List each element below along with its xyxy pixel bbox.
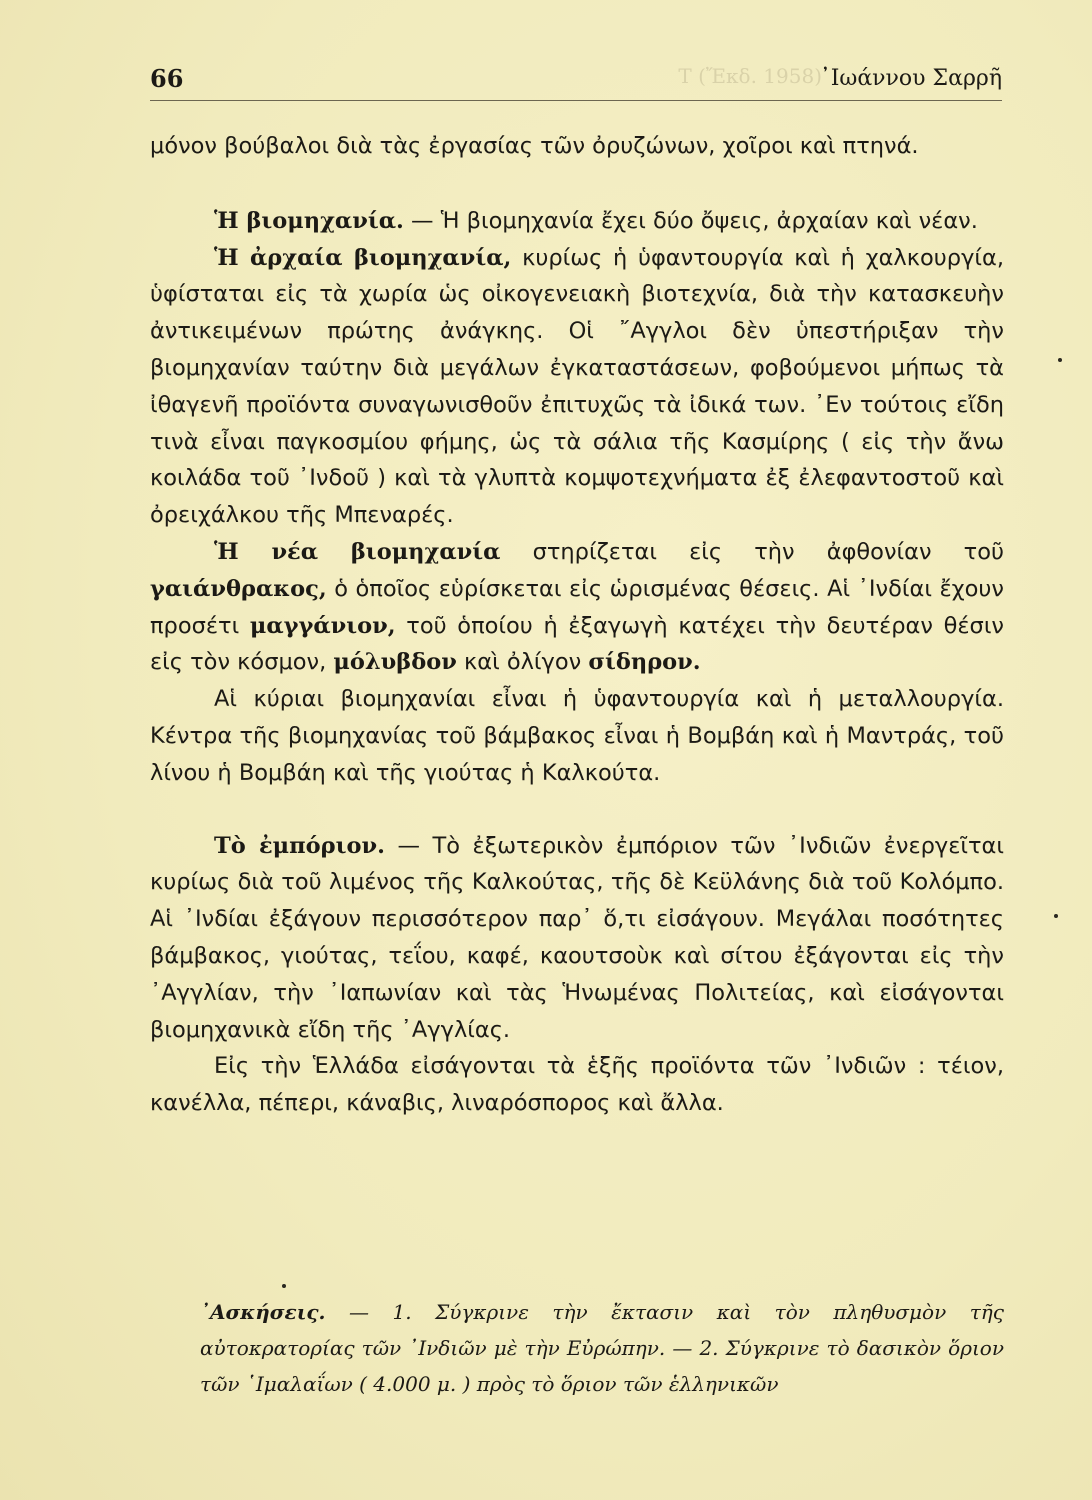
new-industry-text-c: τοῦ ὁποίου ἡ ἐξαγωγὴ κατέχει τὴν δευτέραν θέσιν εἰς τὸν κόσμον, (150, 612, 1005, 676)
running-head: ᾿Ιωάννου Σαρρῆ (819, 66, 1002, 91)
paragraph-main-industries: Αἱ κύριαι βιομηχανίαι εἶναι ἡ ὑφαντουργία καὶ ἡ μεταλλουργία. Κέντρα τῆς βιομηχανίας τοῦ βάμβακος εἶναι ἡ Βομβάη καὶ ἡ Μαντράς, τοῦ λίνου ἡ Βομβάη καὶ τῆς γιούτας ἡ Καλκούτα. (150, 686, 1004, 786)
exercises-paragraph (200, 1294, 1004, 1402)
body-text (150, 128, 1004, 1122)
paragraph-trade (150, 828, 1004, 1049)
paragraph-greece-imports: Εἰς τὴν Ἑλλάδα εἰσάγονται τὰ ἑξῆς προϊόντα τῶν ᾿Ινδιῶν : τέιον, κανέλλα, πέπερι, κάναβις, λιναρόσπορος καὶ ἄλλα. (150, 1053, 1004, 1117)
exercises-title: ᾿Ασκήσεις. (200, 1300, 326, 1324)
page-number: 66 (150, 64, 184, 93)
new-industry-text-d: καὶ ὀλίγον (456, 649, 589, 676)
bleed-through-text: Τ (Ἔκδ. 1958) (678, 64, 822, 88)
section-heading-trade: Τὸ ἐμπόριον. (214, 832, 385, 859)
term-coal: γαιάνθρακος, (150, 575, 327, 602)
paragraph-livestock: μόνον βούβαλοι διὰ τὰς ἐργασίας τῶν ὀρυζώνων, χοῖροι καὶ πτηνά. (150, 133, 919, 159)
new-industry-text-a: στηρίζεται εἰς τὴν ἀφθονίαν τοῦ (500, 538, 1005, 565)
paragraph-old-industry (150, 240, 1004, 534)
subheading-old-industry: Ἡ ἀρχαία βιομηχανία, (214, 244, 512, 271)
exercises-block (200, 1294, 1004, 1402)
section-heading-industry: Ἡ βιομηχανία. (214, 207, 404, 234)
speck-mark (1058, 358, 1062, 362)
paragraph-industry-text: — Ἡ βιομηχανία ἔχει δύο ὄψεις, ἀρχαίαν καὶ νέαν. (403, 207, 978, 234)
paragraph-industry (150, 203, 1004, 240)
speck-mark (1054, 914, 1058, 918)
term-manganese: μαγγάνιον, (249, 612, 396, 639)
paragraph-new-industry (150, 534, 1004, 681)
speck-mark (282, 1284, 286, 1288)
term-lead: μόλυβδον (333, 649, 457, 676)
paragraph-trade-text: — Τὸ ἐξωτερικὸν ἐμπόριον τῶν ᾿Ινδιῶν ἐνεργεῖται κυρίως διὰ τοῦ λιμένος τῆς Καλκούτας, τῆς δὲ Κεϋλάνης διὰ τοῦ Κολόμπο. Αἱ ᾿Ινδίαι ἐξάγουν περισσότερον παρ᾿ ὅ,τι εἰσάγουν. Μεγάλαι ποσότητες βάμβακος, γιούτας, τεΐου, καφέ, καουτσοὺκ καὶ σίτου ἐξάγονται εἰς τὴν ᾿Αγγλίαν, τὴν ᾿Ιαπωνίαν καὶ τὰς Ἡνωμένας Πολιτείας, καὶ εἰσάγονται βιομηχανικὰ εἴδη τῆς ᾿Αγγλίας. (150, 832, 1004, 1043)
exercises-text: — 1. Σύγκρινε τὴν ἔκτασιν καὶ τὸν πληθυσμὸν τῆς αὐτοκρατορίας τῶν ᾿Ινδιῶν μὲ τὴν Εὐρώπην. — 2. Σύγκρινε τὸ δασικὸν ὅριον τῶν ῾Ιμαλαΐων ( 4.000 μ. ) πρὸς τὸ ὅριον τῶν ἑλληνικῶν (200, 1300, 1004, 1396)
term-iron: σίδηρον. (588, 649, 701, 676)
subheading-new-industry: Ἡ νέα βιομηχανία (214, 538, 501, 565)
new-industry-text-b: ὁ ὁποῖος εὑρίσκεται εἰς ὡρισμένας θέσεις. Αἱ ᾿Ινδίαι ἔχουν προσέτι (150, 575, 1004, 639)
paragraph-old-industry-text: κυρίως ἡ ὑφαντουργία καὶ ἡ χαλκουργία, ὑφίσταται εἰς τὰ χωρία ὡς οἰκογενειακὴ βιοτεχνία, διὰ τὴν κατασκευὴν ἀντικειμένων πρώτης ἀνάγκης. Οἱ ῎Αγγλοι δὲν ὑπεστήριξαν τὴν βιομηχανίαν ταύτην διὰ μεγάλων ἐγκαταστάσεων, φοβούμενοι μήπως τὰ ἰθαγενῆ προϊόντα συναγωνισθοῦν ἐπιτυχῶς τὰ ἰδικά των. ᾿Εν τούτοις εἴδη τινὰ εἶναι παγκοσμίου φήμης, ὡς τὰ σάλια τῆς Κασμίρης ( εἰς τὴν ἄνω κοιλάδα τοῦ ᾿Ινδοῦ ) καὶ τὰ γλυπτὰ κομψοτεχνήματα ἐξ ἐλεφαντοστοῦ καὶ ὀρειχάλκου τῆς Μπεναρές. (150, 244, 1004, 529)
page-header (150, 64, 1002, 101)
